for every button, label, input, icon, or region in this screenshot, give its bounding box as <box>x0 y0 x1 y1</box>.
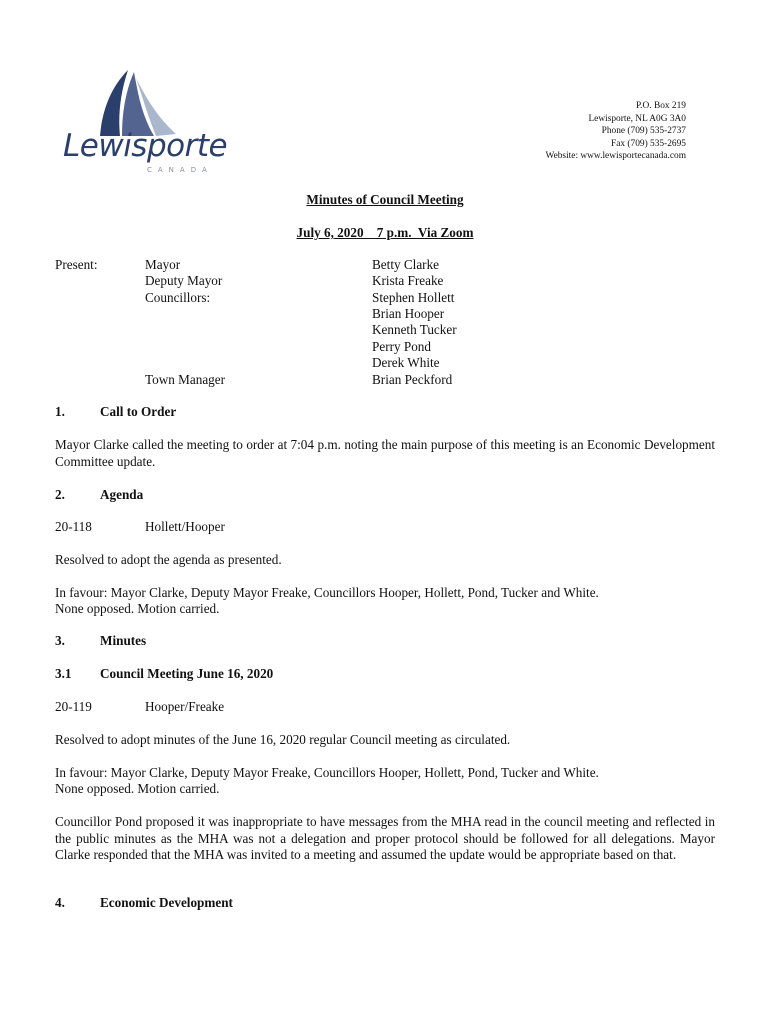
address-line: Fax (709) 535-2695 <box>611 138 686 149</box>
role-deputy-mayor: Deputy Mayor <box>145 273 223 288</box>
present-label: Present: <box>55 257 98 272</box>
section-heading: Minutes <box>100 633 147 648</box>
attendee-name: Betty Clarke <box>372 257 440 272</box>
section-number: 3. <box>55 633 65 648</box>
section-heading: Call to Order <box>100 404 177 419</box>
role-mayor: Mayor <box>145 257 181 272</box>
motion-movers: Hollett/Hooper <box>145 519 225 534</box>
role-town-manager: Town Manager <box>145 372 226 387</box>
document-title: Minutes of Council Meeting <box>306 192 464 207</box>
section-heading: Economic Development <box>100 895 233 910</box>
attendee-name: Stephen Hollett <box>372 290 455 305</box>
motion-number: 20-119 <box>55 699 92 714</box>
attendee-name: Perry Pond <box>372 339 431 354</box>
resolution-text: Resolved to adopt minutes of the June 16, 2020 regular Council meeting as circulated. <box>55 732 511 747</box>
address-block <box>545 100 686 163</box>
vote-result: None opposed. Motion carried. <box>55 601 220 616</box>
motion-movers: Hooper/Freake <box>145 699 225 714</box>
section-paragraph: Mayor Clarke called the meeting to order at 7:04 p.m. noting the main purpose of this meeting is an Economic Development Committee update. <box>55 437 715 469</box>
address-line: Lewisporte, NL A0G 3A0 <box>588 113 686 124</box>
attendee-name: Derek White <box>372 355 440 370</box>
meeting-date: July 6, 2020 7 p.m. Via Zoom <box>296 225 474 240</box>
subsection-heading: Council Meeting June 16, 2020 <box>100 666 274 681</box>
section-number: 4. <box>55 895 65 910</box>
role-councillors: Councillors: <box>145 290 211 305</box>
address-line: P.O. Box 219 <box>635 101 686 111</box>
lewisporte-logo <box>58 64 228 182</box>
motion-number: 20-118 <box>55 519 92 534</box>
attendee-name: Brian Hooper <box>372 306 445 321</box>
section-paragraph: Councillor Pond proposed it was inappropriate to have messages from the MHA read in the council meeting and reflected in the public minutes as the MHA was not a delegation and proper protocol should be followed for all delegations. Mayor Clarke responded that the MHA was invited to a meeting and assumed the update would be appropriate based on that. <box>55 814 715 862</box>
subsection-number: 3.1 <box>55 666 72 681</box>
logo-wordmark: Lewisporte <box>63 128 228 164</box>
address-line: Phone (709) 535-2737 <box>601 126 686 136</box>
section-number: 1. <box>55 404 65 419</box>
address-line: Website: www.lewisportecanada.com <box>545 151 686 161</box>
attendee-name: Krista Freake <box>372 273 444 288</box>
section-heading: Agenda <box>100 487 144 502</box>
vote-in-favour: In favour: Mayor Clarke, Deputy Mayor Freake, Councillors Hooper, Hollett, Pond, Tucker and White. <box>55 585 599 600</box>
attendee-name: Brian Peckford <box>372 372 453 387</box>
vote-in-favour: In favour: Mayor Clarke, Deputy Mayor Freake, Councillors Hooper, Hollett, Pond, Tucker and White. <box>55 765 599 780</box>
attendee-name: Kenneth Tucker <box>372 322 457 337</box>
resolution-text: Resolved to adopt the agenda as presented. <box>55 552 282 567</box>
vote-result: None opposed. Motion carried. <box>55 781 220 796</box>
logo-country: CANADA <box>147 166 213 174</box>
section-number: 2. <box>55 487 65 502</box>
